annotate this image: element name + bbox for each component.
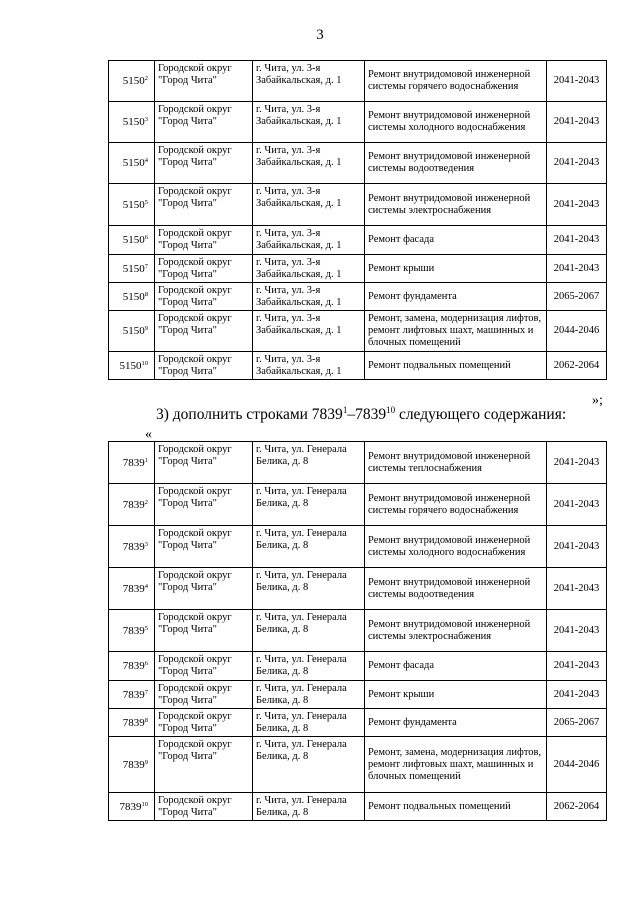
table-row: [109, 311, 607, 352]
row-number-cell: [109, 442, 155, 484]
schedule-table-7839: [108, 441, 607, 821]
row-number-base: 5150: [122, 325, 145, 337]
table-row: [109, 283, 607, 311]
period-cell: 2041-2043: [547, 226, 607, 255]
municipality-cell: Городской округ "Город Чита": [155, 526, 253, 568]
address-cell: г. Чита, ул. 3-я Забайкальская, д. 1: [253, 184, 365, 226]
period-cell: 2041-2043: [547, 568, 607, 610]
municipality-cell: Городской округ "Город Чита": [155, 681, 253, 709]
table-body: [109, 61, 607, 380]
row-number-cell: [109, 226, 155, 255]
address-cell: г. Чита, ул. Генерала Белика, д. 8: [253, 442, 365, 484]
row-number-base: 7839: [122, 540, 145, 553]
row-number-sup: 2: [144, 498, 148, 506]
municipality-cell: Городской округ "Город Чита": [155, 568, 253, 610]
work-type-cell: Ремонт подвальных помещений: [365, 352, 547, 380]
amendment-instruction: [156, 406, 566, 424]
row-number-base: 5150: [122, 75, 145, 87]
municipality-cell: Городской округ "Город Чита": [155, 184, 253, 226]
address-cell: г. Чита, ул. Генерала Белика, д. 8: [253, 610, 365, 652]
municipality-cell: Городской округ "Город Чита": [155, 143, 253, 184]
table-body: [109, 442, 607, 821]
row-number-sup: 10: [141, 800, 148, 808]
schedule-table-5150: [108, 60, 607, 380]
table-row: [109, 652, 607, 681]
row-number-cell: [109, 311, 155, 352]
closing-quote: »;: [592, 393, 603, 408]
address-cell: г. Чита, ул. 3-я Забайкальская, д. 1: [253, 61, 365, 102]
row-number-cell: [109, 610, 155, 652]
table-row: [109, 226, 607, 255]
municipality-cell: Городской округ "Город Чита": [155, 311, 253, 352]
address-cell: г. Чита, ул. 3-я Забайкальская, д. 1: [253, 226, 365, 255]
address-cell: г. Чита, ул. 3-я Забайкальская, д. 1: [253, 143, 365, 184]
address-cell: г. Чита, ул. Генерала Белика, д. 8: [253, 709, 365, 737]
address-cell: г. Чита, ул. Генерала Белика, д. 8: [253, 793, 365, 821]
row-number-base: 5150: [122, 157, 145, 169]
period-cell: 2041-2043: [547, 526, 607, 568]
address-cell: г. Чита, ул. 3-я Забайкальская, д. 1: [253, 255, 365, 283]
row-number-cell: [109, 143, 155, 184]
row-number-sup: 7: [144, 688, 148, 696]
row-number-sup: 9: [144, 758, 148, 766]
row-number-base: 7839: [119, 800, 142, 813]
period-cell: 2044-2046: [547, 311, 607, 352]
address-cell: г. Чита, ул. Генерала Белика, д. 8: [253, 652, 365, 681]
work-type-cell: Ремонт внутридомовой инженерной системы электроснабжения: [365, 184, 547, 226]
work-type-cell: Ремонт, замена, модернизация лифтов, ремонт лифтовых шахт, машинных и блочных помещений: [365, 737, 547, 793]
row-number-sup: 10: [141, 359, 148, 367]
row-number-sup: 7: [144, 262, 148, 270]
municipality-cell: Городской округ "Город Чита": [155, 652, 253, 681]
work-type-cell: Ремонт крыши: [365, 681, 547, 709]
row-number-cell: [109, 681, 155, 709]
table-row: [109, 484, 607, 526]
municipality-cell: Городской округ "Город Чита": [155, 709, 253, 737]
work-type-cell: Ремонт фасада: [365, 226, 547, 255]
row-number-base: 5150: [122, 262, 145, 275]
work-type-cell: Ремонт внутридомовой инженерной системы холодного водоснабжения: [365, 102, 547, 143]
work-type-cell: Ремонт внутридомовой инженерной системы горячего водоснабжения: [365, 61, 547, 102]
period-cell: 2041-2043: [547, 484, 607, 526]
work-type-cell: Ремонт фундамента: [365, 709, 547, 737]
municipality-cell: Городской округ "Город Чита": [155, 61, 253, 102]
period-cell: 2041-2043: [547, 184, 607, 226]
municipality-cell: Городской округ "Город Чита": [155, 737, 253, 793]
row-number-cell: [109, 352, 155, 380]
work-type-cell: Ремонт подвальных помещений: [365, 793, 547, 821]
row-number-base: 7839: [122, 758, 145, 771]
row-number-sup: 9: [144, 325, 148, 332]
work-type-cell: Ремонт внутридомовой инженерной системы водоотведения: [365, 143, 547, 184]
row-number-base: 7839: [122, 582, 145, 595]
row-number-base: 5150: [119, 359, 142, 372]
opening-quote: «: [145, 427, 152, 442]
period-cell: 2041-2043: [547, 102, 607, 143]
period-cell: 2065-2067: [547, 709, 607, 737]
address-cell: г. Чита, ул. Генерала Белика, д. 8: [253, 484, 365, 526]
period-cell: 2065-2067: [547, 283, 607, 311]
table-row: [109, 255, 607, 283]
row-number-cell: [109, 793, 155, 821]
municipality-cell: Городской округ "Город Чита": [155, 352, 253, 380]
row-number-base: 7839: [122, 688, 145, 701]
row-number-sup: 8: [144, 716, 148, 724]
row-number-cell: [109, 568, 155, 610]
row-number-base: 7839: [122, 456, 145, 469]
address-cell: г. Чита, ул. 3-я Забайкальская, д. 1: [253, 283, 365, 311]
period-cell: 2041-2043: [547, 255, 607, 283]
table-row: [109, 352, 607, 380]
table-row: [109, 143, 607, 184]
row-number-cell: [109, 61, 155, 102]
work-type-cell: Ремонт фасада: [365, 652, 547, 681]
row-number-cell: [109, 184, 155, 226]
row-number-base: 7839: [122, 498, 145, 511]
period-cell: 2041-2043: [547, 442, 607, 484]
table-row: [109, 184, 607, 226]
address-cell: г. Чита, ул. 3-я Забайкальская, д. 1: [253, 352, 365, 380]
work-type-cell: Ремонт крыши: [365, 255, 547, 283]
address-cell: г. Чита, ул. 3-я Забайкальская, д. 1: [253, 102, 365, 143]
row-number-sup: 8: [144, 290, 148, 298]
table-row: [109, 526, 607, 568]
work-type-cell: Ремонт фундамента: [365, 283, 547, 311]
row-number-base: 5150: [122, 116, 145, 128]
period-cell: 2041-2043: [547, 610, 607, 652]
table-row: [109, 568, 607, 610]
table-row: [109, 610, 607, 652]
table-row: [109, 793, 607, 821]
table-row: [109, 681, 607, 709]
row-number-sup: 3: [144, 540, 148, 548]
row-number-cell: [109, 283, 155, 311]
row-number-sup: 5: [144, 624, 148, 632]
work-type-cell: Ремонт, замена, модернизация лифтов, ремонт лифтовых шахт, машинных и блочных помещений: [365, 311, 547, 352]
table-row: [109, 102, 607, 143]
row-number-cell: [109, 709, 155, 737]
work-type-cell: Ремонт внутридомовой инженерной системы холодного водоснабжения: [365, 526, 547, 568]
row-number-base: 5150: [122, 290, 145, 303]
instruction-dash: –7839: [347, 406, 387, 423]
work-type-cell: Ремонт внутридомовой инженерной системы горячего водоснабжения: [365, 484, 547, 526]
row-number-cell: [109, 526, 155, 568]
municipality-cell: Городской округ "Город Чита": [155, 484, 253, 526]
address-cell: г. Чита, ул. Генерала Белика, д. 8: [253, 681, 365, 709]
table-row: [109, 442, 607, 484]
row-number-sup: 4: [144, 582, 148, 590]
period-cell: 2041-2043: [547, 681, 607, 709]
period-cell: 2041-2043: [547, 652, 607, 681]
address-cell: г. Чита, ул. 3-я Забайкальская, д. 1: [253, 311, 365, 352]
period-cell: 2044-2046: [547, 737, 607, 793]
municipality-cell: Городской округ "Город Чита": [155, 226, 253, 255]
instruction-sup-from: 1: [342, 405, 348, 415]
period-cell: 2041-2043: [547, 143, 607, 184]
period-cell: 2062-2064: [547, 352, 607, 380]
table-row: [109, 709, 607, 737]
address-cell: г. Чита, ул. Генерала Белика, д. 8: [253, 737, 365, 793]
work-type-cell: Ремонт внутридомовой инженерной системы теплоснабжения: [365, 442, 547, 484]
table-row: [109, 61, 607, 102]
row-number-cell: [109, 102, 155, 143]
row-number-sup: 3: [144, 116, 148, 123]
row-number-base: 7839: [122, 660, 145, 672]
row-number-base: 7839: [122, 624, 145, 637]
instruction-sup-to: 10: [386, 405, 396, 415]
address-cell: г. Чита, ул. Генерала Белика, д. 8: [253, 526, 365, 568]
period-cell: 2062-2064: [547, 793, 607, 821]
row-number-cell: [109, 484, 155, 526]
municipality-cell: Городской округ "Город Чита": [155, 102, 253, 143]
work-type-cell: Ремонт внутридомовой инженерной системы электроснабжения: [365, 610, 547, 652]
address-cell: г. Чита, ул. Генерала Белика, д. 8: [253, 568, 365, 610]
row-number-base: 5150: [122, 198, 145, 211]
row-number-sup: 2: [144, 75, 148, 82]
row-number-sup: 4: [144, 157, 148, 164]
row-number-sup: 6: [144, 234, 148, 241]
row-number-cell: [109, 255, 155, 283]
row-number-sup: 5: [144, 198, 148, 206]
row-number-cell: [109, 652, 155, 681]
page-number: 3: [316, 27, 324, 43]
instruction-suffix: следующего содержания:: [395, 406, 567, 423]
municipality-cell: Городской округ "Город Чита": [155, 793, 253, 821]
row-number-sup: 6: [144, 660, 148, 667]
municipality-cell: Городской округ "Город Чита": [155, 610, 253, 652]
instruction-prefix: 3) дополнить строками 7839: [156, 406, 343, 423]
table-row: [109, 737, 607, 793]
municipality-cell: Городской округ "Город Чита": [155, 442, 253, 484]
row-number-base: 5150: [122, 234, 145, 246]
row-number-cell: [109, 737, 155, 793]
row-number-sup: 1: [144, 456, 148, 464]
municipality-cell: Городской округ "Город Чита": [155, 283, 253, 311]
period-cell: 2041-2043: [547, 61, 607, 102]
municipality-cell: Городской округ "Город Чита": [155, 255, 253, 283]
row-number-base: 7839: [122, 716, 145, 729]
work-type-cell: Ремонт внутридомовой инженерной системы водоотведения: [365, 568, 547, 610]
